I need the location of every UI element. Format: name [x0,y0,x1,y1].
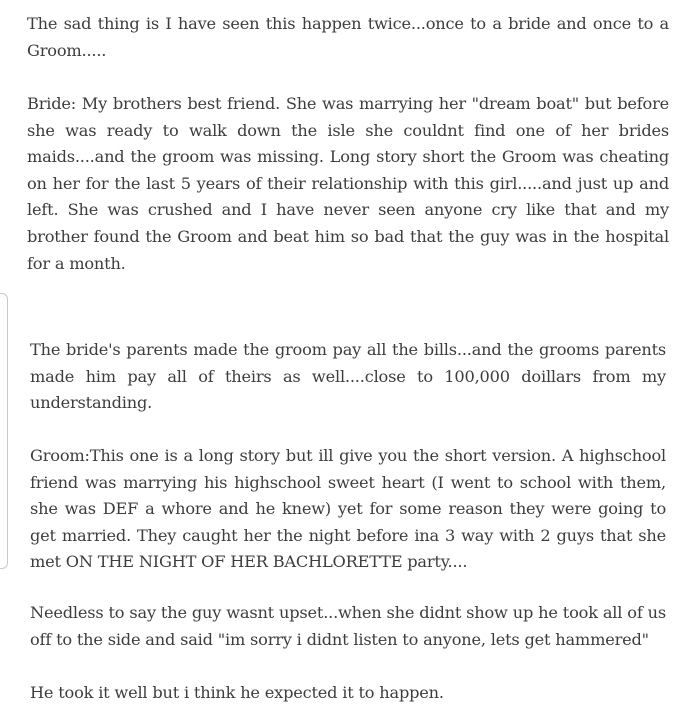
closing-paragraph: He took it well but i think he expected it to happen. [30,683,444,702]
bride-story-paragraph: Bride: My brothers best friend. She was marrying her "dream boat" but before she was ready to walk down the isle she couldnt find one of her brides maids....and the groom was missing. Long story short the Groom was cheating on her for the last 5 years of their relationship with this girl.....and just up and left. She was crushed and I have never seen anyone cry like that and my brother found the Groom and beat him so bad that the guy was in the hospital for a month. [27,94,669,273]
bills-paragraph: The bride's parents made the groom pay all the bills...and the grooms parents made him pay all of theirs as well....close to 100,000 doillars from my understanding. [30,340,666,413]
card-frame-edge [0,293,8,569]
intro-paragraph: The sad thing is I have seen this happen twice...once to a bride and once to a Groom..... [27,14,669,60]
aftermath-paragraph: Needless to say the guy wasnt upset...when she didnt show up he took all of us off to the side and said "im sorry i didnt listen to anyone, lets get hammered" [30,603,666,649]
groom-story-paragraph: Groom:This one is a long story but ill give you the short version. A highschool friend was marrying his highschool sweet heart (I went to school with them, she was DEF a whore and he knew) yet for some reason they were going to get married. They caught her the night before ina 3 way with 2 guys that she met ON THE NIGHT OF HER BACHLORETTE party.... [30,446,666,572]
